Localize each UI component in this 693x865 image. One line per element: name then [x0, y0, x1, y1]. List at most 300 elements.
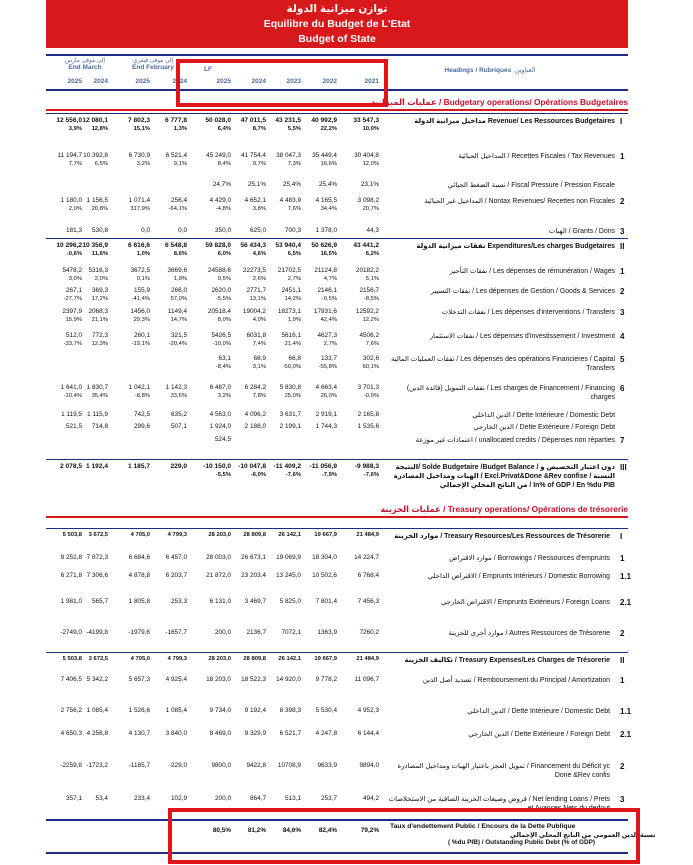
value-cell: 4 652,1 — [244, 197, 266, 204]
value-cell: 28 809,8 — [243, 532, 266, 538]
percent-cell: 1,9% — [287, 317, 301, 323]
table-row — [0, 197, 693, 217]
percent-cell: -7,6% — [285, 472, 301, 478]
value-cell: 9894,0 — [359, 762, 379, 769]
value-cell: 13 245,0 — [276, 572, 301, 579]
value-cell: 267,1 — [66, 287, 82, 294]
value-cell: 6 457,0 — [165, 554, 187, 561]
value-cell: 350,0 — [215, 227, 231, 234]
value-cell: 6 521,7 — [279, 730, 301, 737]
row-values — [0, 287, 400, 296]
value-cell: -10 150,0 — [203, 463, 231, 470]
title-english: Budget of State — [298, 33, 376, 45]
percent-cell: 3,8% — [252, 206, 266, 212]
value-cell: 4 563,0 — [209, 411, 231, 418]
value-cell: 772,3 — [92, 332, 108, 339]
value-cell: 2451,1 — [281, 287, 301, 294]
col-group-march: إلى موفى مارس End March — [65, 58, 105, 71]
row-values — [0, 117, 400, 126]
percent-cell: -0,5% — [321, 296, 337, 302]
value-cell: 1 142,3 — [165, 384, 187, 391]
table-row — [0, 463, 693, 489]
value-cell: 63,1 — [218, 355, 231, 362]
header-top-rule — [46, 54, 628, 56]
year-cell: 2025 — [135, 78, 150, 85]
row-values — [0, 411, 400, 420]
value-cell: 43 231,5 — [275, 117, 301, 124]
percent-cell: 4,6% — [252, 251, 266, 257]
value-cell: 18 522,3 — [241, 676, 266, 683]
value-cell: 28 203,0 — [208, 656, 231, 662]
row-label: موارد الخزينة / Treasury Resources/Les Ressources de Trésorerie — [394, 533, 610, 540]
value-cell: 3 701,3 — [357, 384, 379, 391]
value-cell: 50 028,0 — [205, 117, 231, 124]
debt-cell: 80,5% — [212, 827, 231, 834]
value-cell: 4 705,0 — [130, 532, 150, 538]
value-cell: 14 920,0 — [276, 676, 301, 683]
row-values — [0, 676, 400, 685]
row-label: الاقتراض الداخلي / Emprunts Intérieurs / Domestic Borrowing — [427, 573, 610, 580]
table-row — [0, 152, 693, 172]
percent-cell: 15,1% — [133, 126, 150, 132]
percent-cell: 2,6% — [252, 276, 266, 282]
year-cell: 2025 — [216, 78, 231, 85]
table-row — [0, 117, 693, 137]
value-cell: 253,3 — [171, 598, 187, 605]
value-cell: 30 404,8 — [354, 152, 379, 159]
section-budgetary: عمليات الميزانية / Budgetary operations/ Opérations Budgetaires — [46, 98, 628, 111]
value-cell: 2620,0 — [211, 287, 231, 294]
value-cell: 5 830,8 — [279, 384, 301, 391]
percent-cell: -19,1% — [131, 341, 150, 347]
value-cell: 11 096,7 — [354, 676, 379, 683]
value-cell: 2397,9 — [62, 308, 82, 315]
row-label: تكاليف الخزينة / Treasury Expenses/Les Charges de Trésorerie — [404, 657, 610, 664]
highlight-debt-row — [168, 808, 640, 864]
value-cell: 9 734,0 — [209, 707, 231, 714]
value-cell: -10 047,8 — [238, 463, 266, 470]
row-divider — [46, 652, 628, 653]
value-cell: 28 809,8 — [243, 656, 266, 662]
value-cell: 9800,0 — [211, 762, 231, 769]
percent-cell: -8,4% — [215, 364, 231, 370]
percent-cell: 8,7% — [252, 126, 266, 132]
value-cell: 513,1 — [285, 795, 301, 802]
value-cell: 4 256,8 — [86, 730, 108, 737]
value-cell: 742,5 — [134, 411, 150, 418]
percent-cell: -7,6% — [363, 472, 379, 478]
percent-cell: 25,0% — [284, 393, 301, 399]
percent-cell: 6,2% — [365, 251, 379, 257]
value-cell: 1 119,5 — [61, 411, 82, 418]
percent-cell: 7,7% — [68, 161, 82, 167]
debt-label-en: ( %du PIB) / Outstanding Public Debt (% of GDP) — [448, 839, 595, 846]
value-cell: 8 398,3 — [279, 707, 301, 714]
row-number: 2 — [620, 762, 625, 771]
value-cell: 0,0 — [178, 227, 187, 234]
value-cell: 302,6 — [363, 355, 379, 362]
row-number: 3 — [620, 227, 625, 236]
value-cell: -2259,8 — [60, 762, 82, 769]
percent-cell: 60,1% — [362, 364, 379, 370]
row-divider — [46, 238, 628, 239]
row-percent — [0, 251, 400, 259]
percent-cell: 13,1% — [249, 296, 266, 302]
value-cell: 20518,4 — [207, 308, 231, 315]
percent-cell: 3,2% — [217, 393, 231, 399]
value-cell: 1 185,7 — [128, 463, 150, 470]
value-cell: 1 830,7 — [86, 384, 108, 391]
value-cell: 4 663,4 — [315, 384, 337, 391]
percent-cell: 9,5% — [217, 276, 231, 282]
value-cell: 7 406,5 — [60, 676, 82, 683]
row-percent — [0, 126, 400, 134]
value-cell: 10 502,6 — [312, 572, 337, 579]
value-cell: 6 203,7 — [165, 572, 187, 579]
row-number: 1 — [620, 676, 625, 685]
year-cell: 2024 — [172, 78, 187, 85]
value-cell: 5 825,0 — [279, 598, 301, 605]
value-cell: 40 992,9 — [311, 117, 337, 124]
percent-cell: 8,0% — [217, 317, 231, 323]
value-cell: 12 556,0 — [56, 117, 82, 124]
value-cell: 625,0 — [250, 227, 266, 234]
value-cell: 2156,7 — [359, 287, 379, 294]
row-label: الهبات / Grants / Dons — [548, 228, 615, 235]
row-divider — [46, 459, 628, 460]
value-cell: 635,2 — [171, 411, 187, 418]
value-cell: 3672,5 — [130, 267, 150, 274]
value-cell: 102,9 — [171, 795, 187, 802]
value-cell: 7072,1 — [281, 629, 301, 636]
section-treasury: عمليات الخزينة / Treasury operations/ Opérations de trésorerie — [46, 505, 628, 518]
value-cell: 233,4 — [134, 795, 150, 802]
value-cell: 14 224,7 — [354, 554, 379, 561]
value-cell: 38 047,3 — [276, 152, 301, 159]
row-label: تسديد أصل الدين / Remboursement du Principal / Amortization — [422, 677, 610, 684]
value-cell: 18 203,0 — [206, 676, 231, 683]
value-cell: 9 778,2 — [315, 676, 337, 683]
value-cell: 864,7 — [250, 795, 266, 802]
percent-cell: 20,8% — [91, 206, 108, 212]
percent-cell: 1,9% — [173, 276, 187, 282]
row-label: الاقتراض الخارجي / Emprunts Extérieurs / Foreign Loans — [440, 599, 610, 606]
table-row — [0, 308, 693, 328]
row-percent — [0, 472, 400, 480]
value-cell: 7 872,3 — [86, 554, 108, 561]
row-number: 1 — [620, 152, 625, 161]
value-cell: 8 252,8 — [60, 554, 82, 561]
value-cell: 266,0 — [171, 287, 187, 294]
value-cell: 229,0 — [170, 463, 187, 470]
row-label: نفقات التدخلات / Les dépenses d'interventions / Transfers — [441, 309, 615, 316]
percent-cell: -5,5% — [215, 296, 231, 302]
percent-cell: 12,3% — [91, 341, 108, 347]
row-percent — [0, 341, 400, 349]
row-values — [0, 436, 400, 445]
value-cell: 56 434,3 — [240, 242, 266, 249]
row-percent — [0, 296, 400, 304]
row-values — [0, 762, 400, 771]
percent-cell: 15,9% — [65, 317, 82, 323]
value-cell: 7260,2 — [359, 629, 379, 636]
value-cell: 512,0 — [66, 332, 82, 339]
value-cell: 24,7% — [212, 181, 231, 188]
percent-cell: 7,4% — [252, 341, 266, 347]
value-cell: 299,6 — [134, 423, 150, 430]
value-cell: 21 484,9 — [356, 656, 379, 662]
row-values — [0, 629, 400, 638]
percent-cell: -8,8% — [134, 393, 150, 399]
row-number: 3 — [620, 308, 625, 317]
value-cell: 5426,5 — [211, 332, 231, 339]
row-label: الدين الخارجي / Dette Extérieure / Foreign Debt — [468, 731, 610, 738]
value-cell: 700,3 — [285, 227, 301, 234]
percent-cell: -41,4% — [131, 296, 150, 302]
row-values — [0, 152, 400, 161]
value-cell: -1979,6 — [128, 629, 150, 636]
value-cell: 53,4 — [95, 795, 108, 802]
title-french: Equilibre du Budget de L'Etat — [263, 18, 411, 30]
row-label: نفقات التسيير / Les dépenses de Gestion / Goods & Services — [430, 288, 615, 295]
percent-cell: -10,4% — [63, 393, 82, 399]
value-cell: 3 672,5 — [88, 656, 108, 662]
value-cell: 26 142,1 — [278, 532, 301, 538]
value-cell: 133,7 — [321, 355, 337, 362]
percent-cell: 42,4% — [320, 317, 337, 323]
value-cell: 26 142,1 — [278, 656, 301, 662]
value-cell: 44,3 — [366, 227, 379, 234]
value-cell: 200,0 — [215, 795, 231, 802]
row-percent — [0, 317, 400, 325]
value-cell: 2 756,2 — [60, 707, 82, 714]
report-header — [46, 0, 628, 48]
percent-cell: 12,0% — [362, 161, 379, 167]
row-number: III — [620, 463, 627, 472]
percent-cell: 1,0% — [136, 251, 150, 257]
percent-cell: 11,6% — [91, 251, 108, 257]
value-cell: 10708,9 — [277, 762, 301, 769]
value-cell: 357,1 — [66, 795, 82, 802]
value-cell: 10 392,8 — [83, 152, 108, 159]
value-cell: 4 429,0 — [209, 197, 231, 204]
value-cell: 6 144,4 — [357, 730, 379, 737]
value-cell: 4 799,3 — [167, 532, 187, 538]
percent-cell: 26,0% — [320, 393, 337, 399]
value-cell: 1 192,4 — [86, 463, 108, 470]
percent-cell: -6,0% — [250, 472, 266, 478]
table-row — [0, 629, 693, 649]
percent-cell: 1,3% — [173, 126, 187, 132]
value-cell: 4 165,5 — [315, 197, 337, 204]
value-cell: 17931,6 — [313, 308, 337, 315]
value-cell: 714,8 — [92, 423, 108, 430]
value-cell: 1 805,8 — [128, 598, 150, 605]
value-cell: 21124,8 — [314, 267, 337, 274]
row-number: 2 — [620, 287, 625, 296]
value-cell: 6 487,0 — [209, 384, 231, 391]
row-values — [0, 227, 400, 236]
value-cell: 256,4 — [171, 197, 187, 204]
value-cell: 1456,0 — [130, 308, 150, 315]
row-label: الدين الداخلي / Dette Intérieure / Domestic Debt — [472, 412, 615, 419]
value-cell: 10 356,9 — [82, 242, 108, 249]
percent-cell: 8,6% — [173, 251, 187, 257]
value-cell: 9 329,9 — [244, 730, 266, 737]
row-values — [0, 730, 400, 739]
row-label: نفقات العمليات المالية / Les dépenses des opérations Financieres / Capital Transfers — [390, 356, 615, 372]
row-values — [0, 242, 400, 251]
col-group-lf: LF — [204, 66, 212, 73]
value-cell: 21 872,0 — [206, 572, 231, 579]
value-cell: 0,0 — [141, 227, 150, 234]
value-cell: 5616,1 — [281, 332, 301, 339]
value-cell: 181,3 — [66, 227, 82, 234]
percent-cell: 9,1% — [173, 161, 187, 167]
table-row — [0, 436, 693, 456]
value-cell: 5 503,8 — [62, 532, 82, 538]
percent-cell: 0,1% — [136, 276, 150, 282]
percent-cell: -8,5% — [363, 296, 379, 302]
value-cell: 565,7 — [92, 598, 108, 605]
percent-cell: 6,5% — [94, 161, 108, 167]
row-values — [0, 554, 400, 563]
row-label: نفقات الاستثمار / Les dépenses d'investissement / Investment — [429, 333, 615, 340]
table-row — [0, 656, 693, 676]
row-values — [0, 267, 400, 276]
value-cell: 9 192,4 — [244, 707, 266, 714]
percent-cell: 3,0% — [68, 276, 82, 282]
row-number: II — [620, 656, 625, 665]
percent-cell: 10,0% — [362, 126, 379, 132]
table-row — [0, 572, 693, 592]
value-cell: 18273,1 — [277, 308, 301, 315]
row-label: المداخيل غير الجبائية / Nontax Revenues/ Recettes non Fiscales — [424, 198, 615, 205]
percent-cell: -0,9% — [363, 393, 379, 399]
value-cell: 2 199,1 — [279, 423, 301, 430]
value-cell: 260,1 — [134, 332, 150, 339]
value-cell: 3 469,7 — [244, 598, 266, 605]
row-number: I — [620, 532, 623, 541]
row-number: 1 — [620, 554, 625, 563]
row-percent — [0, 161, 400, 169]
value-cell: -9 988,3 — [354, 463, 379, 470]
percent-cell: 14,2% — [284, 296, 301, 302]
value-cell: 1149,4 — [167, 308, 187, 315]
value-cell: 6031,8 — [246, 332, 266, 339]
value-cell: 25,4% — [282, 181, 301, 188]
value-cell: 1 526,6 — [128, 707, 150, 714]
value-cell: 1 156,5 — [86, 197, 108, 204]
percent-cell: -10,0% — [212, 341, 231, 347]
percent-cell: -7,9% — [321, 472, 337, 478]
value-cell: 2 188,0 — [244, 423, 266, 430]
value-cell: 321,5 — [171, 332, 187, 339]
year-cell: 2024 — [93, 78, 108, 85]
row-values — [0, 598, 400, 607]
table-row — [0, 707, 693, 727]
value-cell: 1 981,0 — [60, 598, 82, 605]
value-cell: 4 247,8 — [315, 730, 337, 737]
table-row — [0, 355, 693, 375]
row-values — [0, 384, 400, 393]
value-cell: 33 547,3 — [353, 117, 379, 124]
value-cell: 369,3 — [92, 287, 108, 294]
value-cell: 3 840,0 — [165, 730, 187, 737]
value-cell: -1723,2 — [86, 762, 108, 769]
table-row — [0, 384, 693, 404]
percent-cell: -5,5% — [215, 472, 231, 478]
percent-cell: 21,1% — [91, 317, 108, 323]
debt-label-ar: نسبة الدين العمومي من الناتج المحلي الإجمالي — [510, 832, 656, 839]
value-cell: 22273,5 — [242, 267, 266, 274]
value-cell: 23,1% — [360, 181, 379, 188]
row-percent — [0, 364, 400, 372]
row-values — [0, 332, 400, 341]
value-cell: 4627,3 — [317, 332, 337, 339]
percent-cell: 3,1% — [252, 364, 266, 370]
value-cell: 7 456,3 — [357, 598, 379, 605]
value-cell: 1363,9 — [317, 629, 337, 636]
percent-cell: 6,4% — [217, 126, 231, 132]
value-cell: 524,5 — [215, 436, 231, 443]
value-cell: 1 641,0 — [60, 384, 82, 391]
value-cell: 50 626,9 — [311, 242, 337, 249]
value-cell: 1 085,4 — [86, 707, 108, 714]
percent-cell: 5,5% — [287, 126, 301, 132]
row-label: المداخيل الجبائية / Recettes Fiscales / Tax Revenues — [458, 153, 615, 160]
value-cell: 28 003,0 — [206, 554, 231, 561]
row-values — [0, 656, 400, 665]
value-cell: 507,1 — [171, 423, 187, 430]
row-values — [0, 197, 400, 206]
percent-cell: 5,1% — [365, 276, 379, 282]
percent-cell: 2,7% — [287, 276, 301, 282]
highlight-lf-columns — [176, 59, 388, 107]
value-cell: 66,8 — [288, 355, 301, 362]
value-cell: 6 777,8 — [165, 117, 187, 124]
value-cell: 9633,9 — [317, 762, 337, 769]
percent-cell: 7,3% — [287, 161, 301, 167]
row-label: نسبة الضغط الجبائي / Fiscal Pressure / Pression Fiscale — [447, 182, 615, 189]
table-row — [0, 287, 693, 307]
value-cell: 4 952,3 — [357, 707, 379, 714]
percent-cell: 14,7% — [170, 317, 187, 323]
value-cell: 1 924,0 — [209, 423, 231, 430]
percent-cell: 6,5% — [287, 251, 301, 257]
percent-cell: 2,7% — [323, 341, 337, 347]
percent-cell: 16,6% — [320, 161, 337, 167]
percent-cell: 6,0% — [217, 251, 231, 257]
value-cell: 4506,2 — [359, 332, 379, 339]
value-cell: 1 085,4 — [165, 707, 187, 714]
percent-cell: 22,2% — [320, 126, 337, 132]
percent-cell: 29,3% — [133, 317, 150, 323]
value-cell: 2 165,8 — [357, 411, 379, 418]
table-row — [0, 676, 693, 696]
value-cell: 25,4% — [318, 181, 337, 188]
percent-cell: -27,7% — [63, 296, 82, 302]
row-percent — [0, 276, 400, 284]
value-cell: 9422,8 — [246, 762, 266, 769]
table-row — [0, 730, 693, 750]
percent-cell: 7,6% — [365, 341, 379, 347]
percent-cell: -0,6% — [66, 251, 82, 257]
table-row — [0, 242, 693, 262]
value-cell: 45 249,0 — [206, 152, 231, 159]
value-cell: 200,0 — [215, 629, 231, 636]
value-cell: 3 098,2 — [357, 197, 379, 204]
